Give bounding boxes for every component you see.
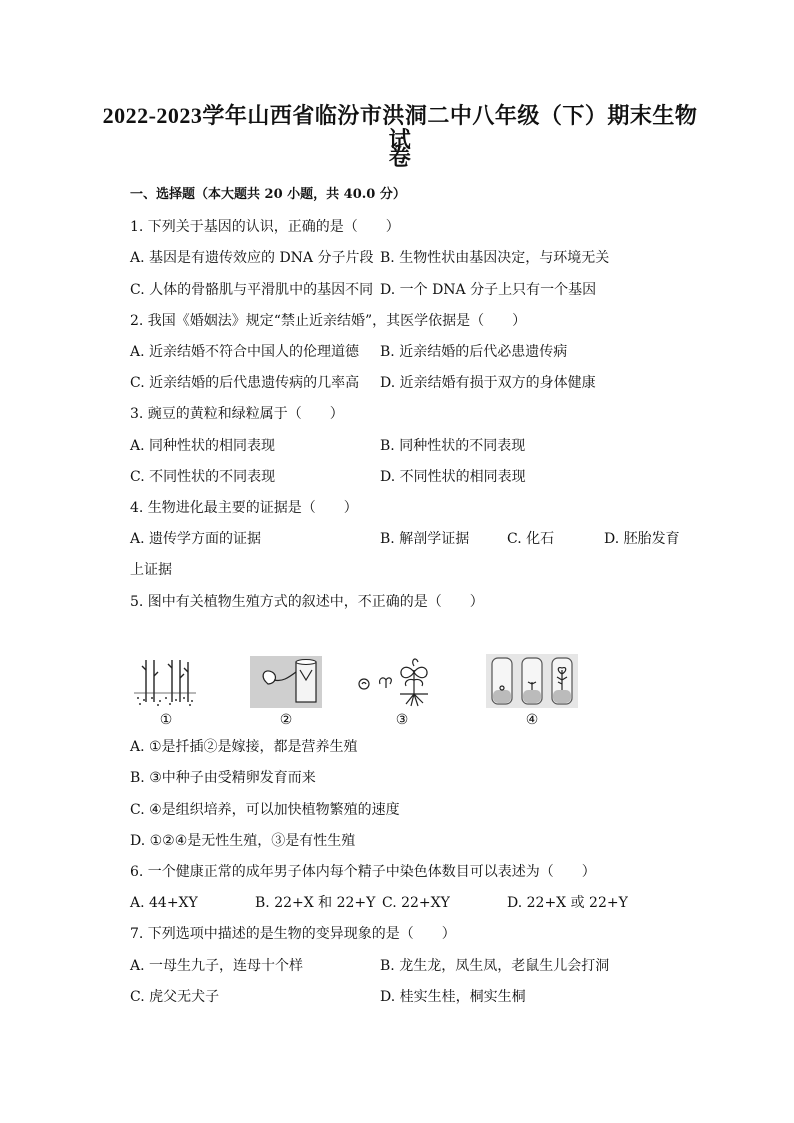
question-7-option-a: A. 一母生九子，连母十个样 — [130, 958, 304, 974]
question-2-option-a: A. 近亲结婚不符合中国人的伦理道德 — [130, 344, 360, 360]
question-6-option-a: A. 44+XY — [130, 895, 198, 911]
seed-plant-illustration — [356, 656, 452, 708]
question-5-option-c: C. ④是组织培养，可以加快植物繁殖的速度 — [130, 802, 400, 818]
question-4-option-c: C. 化石 — [507, 531, 555, 547]
question-7-stem: 7. 下列选项中描述的是生物的变异现象的是（ ） — [130, 926, 456, 942]
question-1-stem: 1. 下列关于基因的认识，正确的是（ ） — [130, 219, 400, 235]
question-6-option-c: C. 22+XY — [382, 895, 450, 911]
question-1-option-d: D. 一个 DNA 分子上只有一个基因 — [380, 282, 597, 298]
exam-title-line2: 卷 — [388, 145, 412, 170]
figure-label-4: ④ — [525, 712, 539, 728]
question-5-option-d: D. ①②④是无性生殖，③是有性生殖 — [130, 833, 356, 849]
cutting-illustration — [132, 658, 196, 708]
question-3-option-d: D. 不同性状的相同表现 — [380, 469, 526, 485]
section-heading: 一、选择题（本大题共 20 小题，共 40.0 分） — [130, 187, 406, 202]
question-5-option-b: B. ③中种子由受精卵发育而来 — [130, 770, 316, 786]
question-1-option-b: B. 生物性状由基因决定，与环境无关 — [380, 250, 610, 266]
question-4-option-d: D. 胚胎发育 — [604, 531, 680, 547]
question-4-option-b: B. 解剖学证据 — [380, 531, 470, 547]
question-2-option-b: B. 近亲结婚的后代必患遗传病 — [380, 344, 568, 360]
question-7-option-d: D. 桂实生桂，桐实生桐 — [380, 989, 526, 1005]
question-1-option-c: C. 人体的骨骼肌与平滑肌中的基因不同 — [130, 282, 374, 298]
question-3-option-c: C. 不同性状的不同表现 — [130, 469, 276, 485]
figure-label-1: ① — [159, 712, 173, 728]
question-3-stem: 3. 豌豆的黄粒和绿粒属于（ ） — [130, 406, 344, 422]
question-7-option-b: B. 龙生龙，凤生凤，老鼠生儿会打洞 — [380, 958, 610, 974]
grafting-illustration — [250, 656, 322, 708]
question-6-option-b: B. 22+X 和 22+Y — [255, 895, 376, 911]
question-5-stem: 5. 图中有关植物生殖方式的叙述中，不正确的是（ ） — [130, 594, 484, 610]
question-4-option-d-continuation: 上证据 — [130, 562, 172, 578]
question-7-option-c: C. 虎父无犬子 — [130, 989, 220, 1005]
figure-label-2: ② — [279, 712, 293, 728]
question-2-stem: 2. 我国《婚姻法》规定“禁止近亲结婚”，其医学依据是（ ） — [130, 313, 527, 329]
question-6-stem: 6. 一个健康正常的成年男子体内每个精子中染色体数目可以表述为（ ） — [130, 864, 596, 880]
exam-title-line1: 2022-2023学年山西省临汾市洪洞二中八年级（下）期末生物试 — [102, 103, 698, 152]
figure-label-3: ③ — [395, 712, 409, 728]
question-2-option-c: C. 近亲结婚的后代患遗传病的几率高 — [130, 375, 360, 391]
tissue-culture-illustration — [486, 654, 578, 708]
question-4-stem: 4. 生物进化最主要的证据是（ ） — [130, 500, 358, 516]
question-2-option-d: D. 近亲结婚有损于双方的身体健康 — [380, 375, 596, 391]
question-4-option-a: A. 遗传学方面的证据 — [130, 531, 262, 547]
question-3-option-b: B. 同种性状的不同表现 — [380, 438, 526, 454]
question-3-option-a: A. 同种性状的相同表现 — [130, 438, 276, 454]
question-6-option-d: D. 22+X 或 22+Y — [507, 895, 628, 911]
plant-reproduction-figure — [126, 652, 586, 732]
question-5-option-a: A. ①是扦插②是嫁接，都是营养生殖 — [130, 739, 358, 755]
question-1-option-a: A. 基因是有遗传效应的 DNA 分子片段 — [130, 250, 374, 266]
